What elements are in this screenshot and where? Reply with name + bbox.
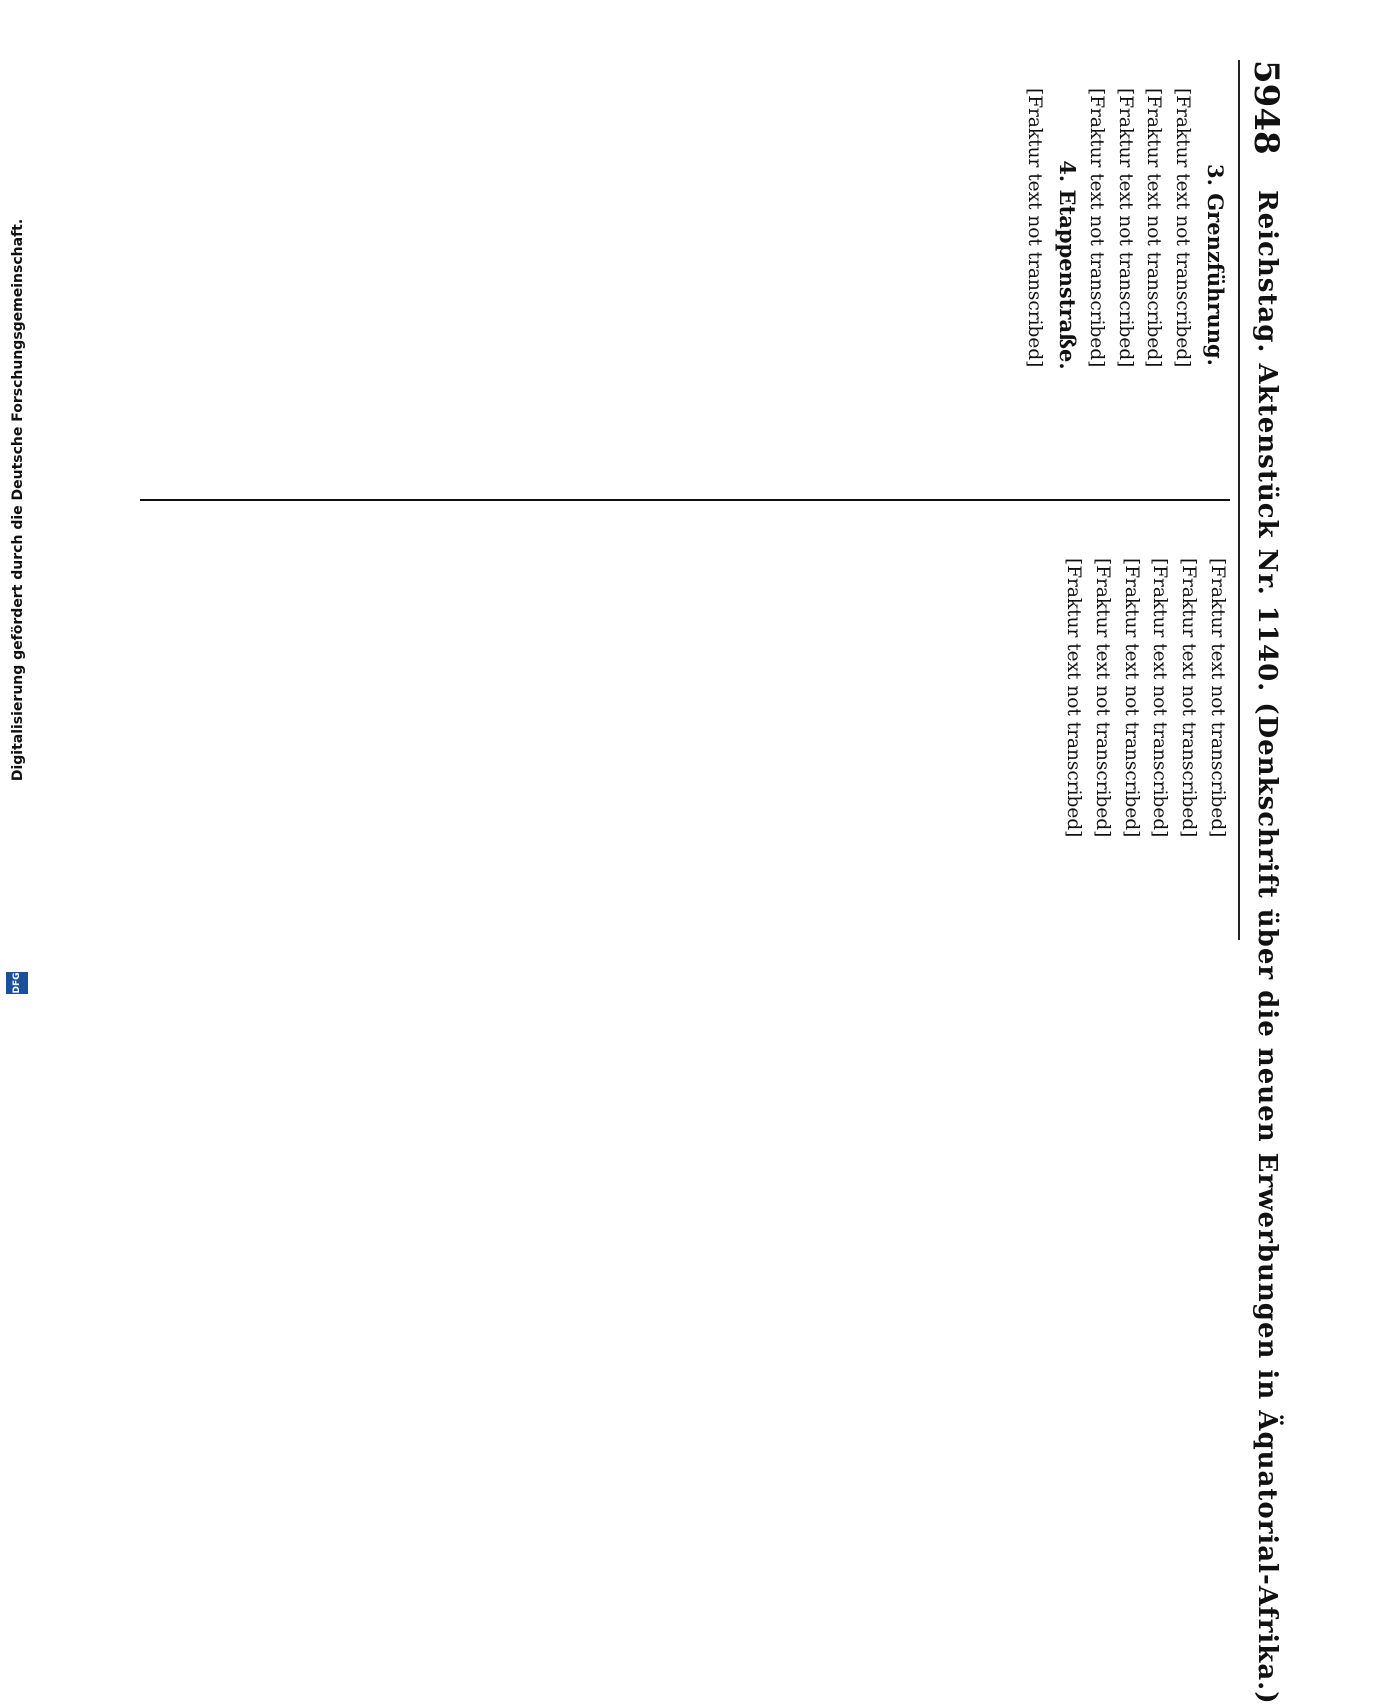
dfg-logo-icon: DFG [6, 972, 28, 994]
paragraph: [Fraktur text not transcribed] [1206, 558, 1228, 838]
paragraph: [Fraktur text not transcribed] [1023, 88, 1045, 368]
paragraph: [Fraktur text not transcribed] [1120, 558, 1142, 838]
paragraph: [Fraktur text not transcribed] [1062, 558, 1084, 838]
paragraph: [Fraktur text not transcribed] [1148, 558, 1170, 838]
page-header [1238, 60, 1292, 1705]
page-title: Reichstag. Aktenstück Nr. 1140. (Denkschrift über die neuen Erwerbungen in Äquatorial-Afrika.) [1251, 190, 1282, 1705]
paragraph: [Fraktur text not transcribed] [1171, 88, 1193, 368]
digitization-sidebar [0, 0, 36, 1000]
column-divider [140, 499, 1230, 501]
paragraph: [Fraktur text not transcribed] [1114, 88, 1136, 368]
document-page [40, 0, 1383, 1705]
paragraph: [Fraktur text not transcribed] [1085, 88, 1107, 368]
rotated-page-content [132, 60, 1292, 1705]
digitization-note: Digitalisierung gefördert durch die Deutsche Forschungsgemeinschaft. [10, 218, 26, 782]
section-heading-grenzfuehrung: 3. Grenzführung. [1202, 164, 1228, 366]
page-number: 5948 [1245, 60, 1286, 155]
paragraph: [Fraktur text not transcribed] [1142, 88, 1164, 368]
paragraph: [Fraktur text not transcribed] [1091, 558, 1113, 838]
right-column [140, 530, 1230, 940]
left-column [140, 60, 1230, 470]
paragraph: [Fraktur text not transcribed] [1177, 558, 1199, 838]
section-heading-etappenstrasse: 4. Etappenstraße. [1054, 160, 1080, 370]
